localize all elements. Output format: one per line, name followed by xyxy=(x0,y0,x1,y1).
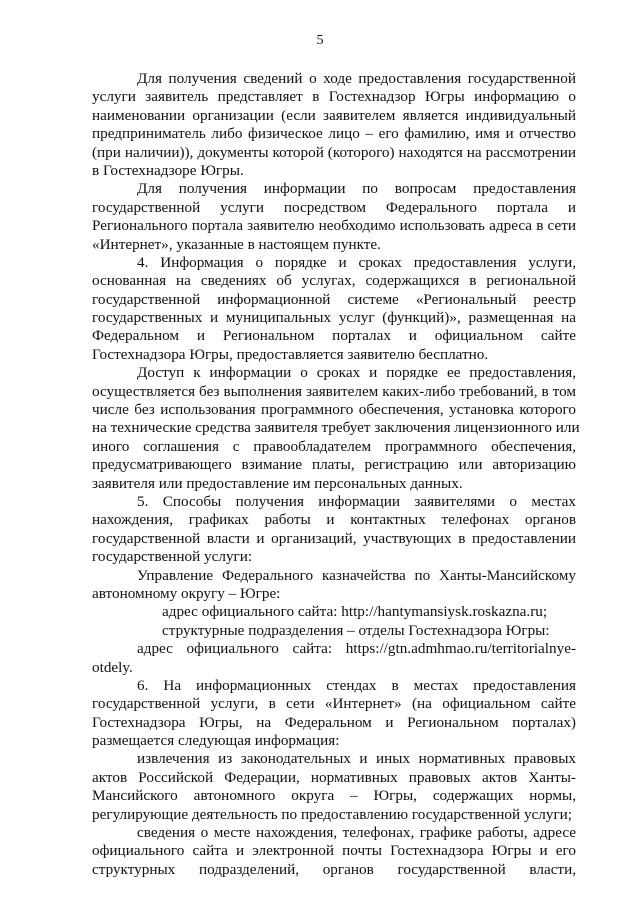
text-line: Мансийского автономного округа – Югры, содержащих нормы, xyxy=(92,787,576,805)
text-line: услуги заявитель представляет в Гостехнадзор Югры информацию о xyxy=(92,88,576,106)
text-line: 6. На информационных стендах в местах предоставления xyxy=(137,676,576,694)
text-line: «Интернет», указанные в настоящем пункте. xyxy=(92,235,381,253)
text-line: структурные подразделения – отделы Гостехнадзора Югры: xyxy=(162,621,550,639)
page-number: 5 xyxy=(316,33,324,48)
text-line: Доступ к информации о сроках и порядке ее предоставления, xyxy=(137,364,576,382)
text-line: числе без использования программного обеспечения, установка которого xyxy=(92,401,576,419)
text-line: предусматривающего взимание платы, регистрацию или авторизацию xyxy=(92,456,576,474)
text-line: Гостехнадзора Югры, предоставляется заявителю бесплатно. xyxy=(92,345,489,363)
text-line: Управление Федерального казначейства по Ханты-Мансийскому xyxy=(137,566,576,584)
text-line: осуществляется без выполнения заявителем каких-либо требований, в том xyxy=(92,382,576,400)
text-line: Федеральном и Региональном порталах и официальном сайте xyxy=(92,327,576,345)
text-line: размещается следующая информация: xyxy=(92,732,340,750)
text-line: нахождения, графиках работы и контактных телефонах органов xyxy=(92,511,576,529)
text-line: актов Российской Федерации, нормативных правовых актов Ханты- xyxy=(92,768,576,786)
text-line: Для получения информации по вопросам предоставления xyxy=(137,180,576,198)
text-line: 4. Информация о порядке и сроках предоставления услуги, xyxy=(137,253,576,271)
text-line: структурных подразделений, органов государственной власти, xyxy=(92,860,576,878)
text-line: в Гостехнадзоре Югры. xyxy=(92,161,244,179)
text-line: основанная на сведениях об услугах, содержащихся в региональной xyxy=(92,272,576,290)
text-line: иного соглашения с правообладателем программного обеспечения, xyxy=(92,437,576,455)
text-line: регулирующие деятельность по предоставлению государственной услуги; xyxy=(92,805,573,823)
text-line: заявителя или предоставление им персональных данных. xyxy=(92,474,463,492)
text-line: государственной информационной системе «Региональный реестр xyxy=(92,290,576,308)
text-line: государственной власти и организаций, участвующих в предоставлении xyxy=(92,529,576,547)
text-line: государственной услуги, в сети «Интернет» (на официальном сайте xyxy=(92,695,576,713)
text-line: автономному округу – Югре: xyxy=(92,584,281,602)
text-line: otdely. xyxy=(92,658,133,676)
text-line: официального сайта и электронной почты Гостехнадзора Югры и его xyxy=(92,842,576,860)
document-body xyxy=(92,70,580,879)
text-line: (при наличии)), документы которой (которого) находятся на рассмотрении xyxy=(92,143,576,161)
text-line: Для получения сведений о ходе предоставления государственной xyxy=(137,70,576,87)
text-line: государственной услуги посредством Федерального портала и xyxy=(92,198,576,216)
text-line: наименовании организации (если заявителем является индивидуальный xyxy=(92,106,576,124)
text-line: сведения о месте нахождения, телефонах, графике работы, адресе xyxy=(137,824,576,842)
text-line: Гостехнадзора Югры, на Федеральном и Региональном порталах) xyxy=(92,713,576,731)
text-line: государственной услуги: xyxy=(92,548,253,566)
text-line: 5. Способы получения информации заявителями о местах xyxy=(137,492,576,510)
text-line: предприниматель либо физическое лицо – его фамилию, имя и отчество xyxy=(92,125,576,143)
text-line: государственных и муниципальных услуг (функций)», размещенная на xyxy=(92,309,576,327)
text-line: Регионального портала заявителю необходимо использовать адреса в сети xyxy=(92,217,576,235)
text-line: на технические средства заявителя требует заключения лицензионного или xyxy=(92,419,580,437)
text-line: извлечения из законодательных и иных нормативных правовых xyxy=(137,750,576,768)
text-line: адрес официального сайта: https://gtn.admhmao.ru/territorialnye- xyxy=(137,640,576,658)
text-line: адрес официального сайта: http://hantymansiysk.roskazna.ru; xyxy=(162,603,548,621)
